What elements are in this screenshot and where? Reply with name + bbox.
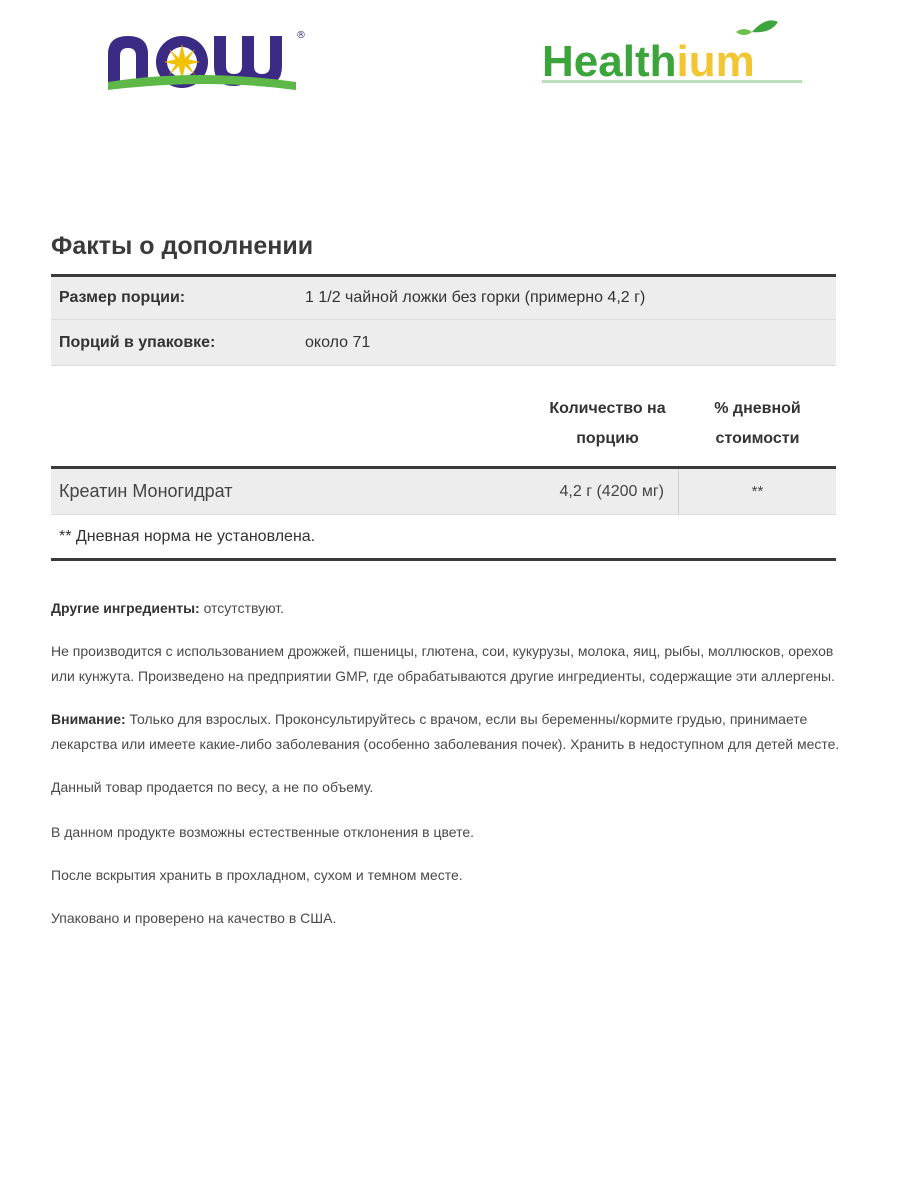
serving-size-label: Размер порции: [59, 289, 186, 306]
dv-header-line2: стоимости [715, 430, 800, 447]
supplement-facts-title: Факты о дополнении [51, 232, 314, 260]
ingredient-row [51, 469, 836, 515]
serving-size-value: 1 1/2 чайной ложки без горки (примерно 4,2 г) [305, 289, 646, 306]
svg-text:Healthium [542, 37, 755, 86]
other-ingredients-text: отсутствуют. [199, 600, 285, 616]
color-note: В данном продукте возможны естественные отклонения в цвете. [51, 824, 475, 840]
other-ingredients-label: Другие ингредиенты: [51, 600, 200, 616]
daily-value-header [679, 394, 836, 454]
logo-bar [0, 0, 900, 120]
ingredient-name: Креатин Моногидрат [59, 481, 233, 501]
serving-size-row [51, 274, 836, 320]
amount-header-line2: порцию [576, 430, 639, 447]
now-logo [106, 24, 318, 94]
leaf-small-icon [736, 29, 752, 35]
other-ingredients [51, 596, 851, 621]
warning [51, 707, 851, 757]
weight-note: Данный товар продается по весу, а не по объему. [51, 779, 374, 795]
servings-per-container-value: около 71 [305, 333, 371, 351]
dv-header-line1: % дневной [714, 400, 801, 417]
amount-header-line1: Количество на [549, 400, 666, 417]
daily-value-footnote: ** Дневная норма не установлена. [59, 527, 316, 545]
healthium-ium-text: ium [676, 37, 755, 86]
healthium-health-text: Health [542, 37, 677, 86]
healthium-logo-graphic [540, 18, 810, 88]
facts-header-row [51, 366, 836, 469]
ingredient-amount: 4,2 г (4200 мг) [536, 469, 679, 515]
leaf-icon [752, 20, 778, 32]
footnote-row [51, 515, 836, 561]
ingredient-daily-value: ** [751, 483, 764, 500]
servings-per-container-row [51, 320, 836, 366]
healthium-logo [540, 18, 810, 88]
warning-text: Только для взрослых. Проконсультируйтесь с врачом, если вы беременны/кормите грудью, принимаете лекарства или имеете какие-либо заболевания (особенно заболевания почек). Хранить в недоступном для детей месте. [51, 711, 840, 752]
amount-per-serving-header [536, 394, 679, 454]
warning-label: Внимание: [51, 711, 126, 727]
product-notes [51, 596, 851, 931]
registered-mark: ® [296, 30, 306, 41]
allergen-statement: Не производится с использованием дрожжей, пшеницы, глютена, сои, кукурузы, молока, яиц, рыбы, моллюсков, орехов или кунжута. Произведено на предприятии GMP, где обрабатываются другие ингредиенты, содержащие эти аллергены. [51, 643, 835, 684]
packed-note: Упаковано и проверено на качество в США. [51, 910, 337, 926]
servings-per-container-label: Порций в упаковке: [59, 333, 216, 351]
supplement-facts-table [51, 274, 836, 561]
storage-note: После вскрытия хранить в прохладном, сухом и темном месте. [51, 867, 463, 883]
